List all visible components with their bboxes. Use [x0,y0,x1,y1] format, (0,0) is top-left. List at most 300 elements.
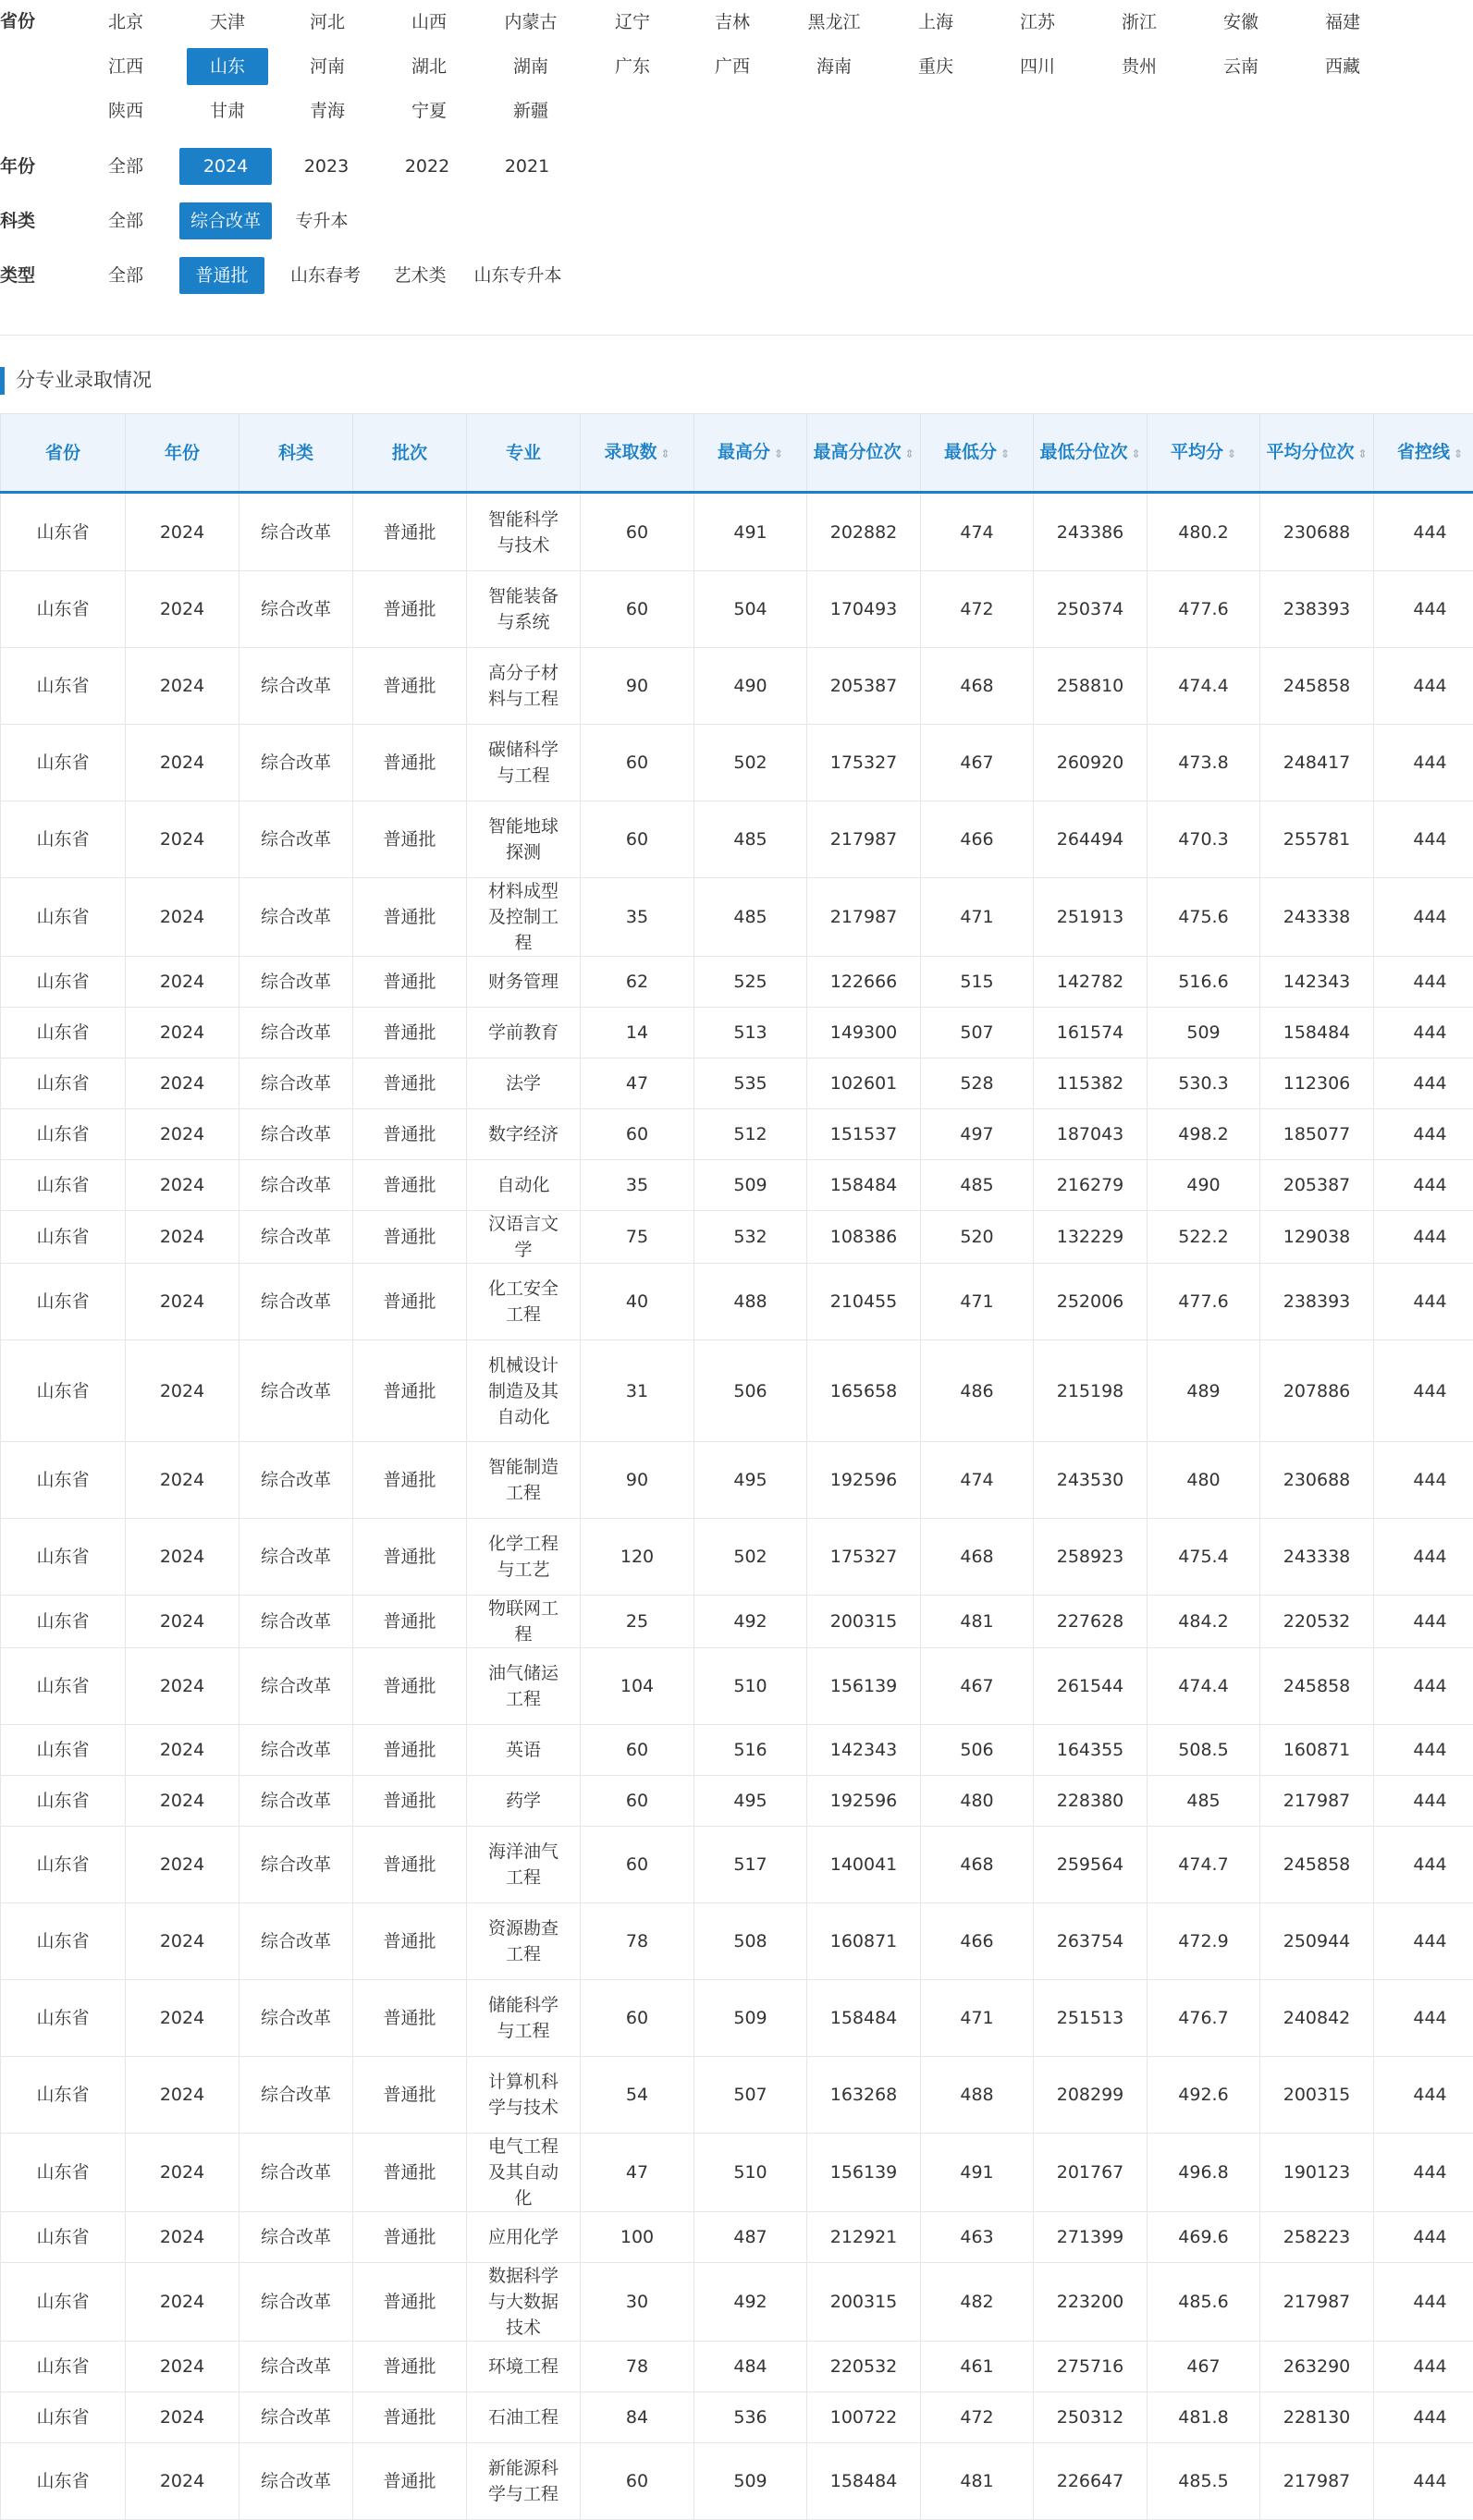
province-option[interactable]: 河北 [309,12,345,32]
year-option[interactable]: 2023 [303,156,350,177]
table-cell: 60 [581,1776,694,1827]
table-cell: 228130 [1260,2392,1374,2443]
province-option[interactable]: 海南 [816,56,852,77]
province-option[interactable]: 青海 [309,101,345,121]
table-row [1,878,1473,957]
table-cell: 储能科学与工程 [467,1980,581,2057]
table-cell: 468 [921,1827,1034,1903]
province-option[interactable]: 四川 [1019,56,1055,77]
table-row [1,1008,1473,1058]
table-cell: 山东省 [1,801,126,878]
table-cell: 47 [581,2134,694,2212]
table-cell: 240842 [1260,1980,1374,2057]
table-cell: 129038 [1260,1211,1374,1264]
table-cell: 普通批 [353,1160,467,1211]
table-cell: 466 [921,801,1034,878]
table-cell: 516.6 [1148,957,1260,1008]
table-row [1,1725,1473,1776]
table-cell: 90 [581,1442,694,1519]
table-cell: 485 [921,1160,1034,1211]
table-cell: 502 [694,1519,807,1596]
table-cell: 化工安全工程 [467,1264,581,1340]
table-cell: 2024 [126,1160,239,1211]
table-cell: 2024 [126,571,239,648]
table-cell: 普通批 [353,1008,467,1058]
table-cell: 444 [1374,1980,1473,2057]
table-cell: 444 [1374,1264,1473,1340]
table-row [1,957,1473,1008]
table-cell: 510 [694,1648,807,1725]
table-cell: 474.4 [1148,648,1260,725]
table-cell: 2024 [126,1008,239,1058]
column-header [239,414,353,493]
table-cell: 山东省 [1,1264,126,1340]
column-header[interactable] [1148,414,1260,493]
province-option[interactable]: 浙江 [1121,12,1157,32]
table-cell: 2024 [126,1442,239,1519]
table-cell: 普通批 [353,878,467,957]
table-cell: 电气工程及其自动化 [467,2134,581,2212]
table-cell: 综合改革 [239,1827,353,1903]
table-cell: 185077 [1260,1109,1374,1160]
table-cell: 187043 [1034,1109,1148,1160]
table-cell: 485.6 [1148,2263,1260,2342]
table-cell: 444 [1374,1160,1473,1211]
column-header [467,414,581,493]
table-cell: 491 [694,493,807,571]
table-cell: 2024 [126,1109,239,1160]
table-cell: 507 [921,1008,1034,1058]
table-cell: 120 [581,1519,694,1596]
table-cell: 477.6 [1148,571,1260,648]
table-cell: 485 [694,801,807,878]
province-option[interactable]: 江西 [107,56,143,77]
table-cell: 山东省 [1,1058,126,1109]
table-cell: 473.8 [1148,725,1260,801]
table-cell: 普通批 [353,2342,467,2392]
column-header-label: 专业 [505,442,541,463]
table-cell: 513 [694,1008,807,1058]
column-header[interactable] [807,414,921,493]
type-option[interactable]: 山东专升本 [473,265,562,286]
table-cell: 258810 [1034,648,1148,725]
table-cell: 536 [694,2392,807,2443]
table-cell: 2024 [126,1211,239,1264]
table-row [1,1648,1473,1725]
table-cell: 444 [1374,1776,1473,1827]
table-cell: 444 [1374,1725,1473,1776]
table-cell: 510 [694,2134,807,2212]
province-option[interactable]: 陕西 [107,101,143,121]
table-cell: 计算机科学与技术 [467,2057,581,2134]
sort-arrows-icon[interactable]: ⇕ [904,447,914,460]
table-cell: 90 [581,648,694,725]
table-cell: 243338 [1260,1519,1374,1596]
province-option[interactable]: 辽宁 [614,12,650,32]
table-cell: 普通批 [353,1442,467,1519]
filter-panel [0,0,1473,335]
table-cell: 158484 [1260,1008,1374,1058]
table-cell: 492.6 [1148,2057,1260,2134]
column-header [126,414,239,493]
table-cell: 212921 [807,2212,921,2263]
table-cell: 普通批 [353,2392,467,2443]
table-cell: 综合改革 [239,1903,353,1980]
table-cell: 综合改革 [239,2134,353,2212]
table-cell: 自动化 [467,1160,581,1211]
province-option[interactable]: 甘肃 [209,101,245,121]
table-cell: 444 [1374,1648,1473,1725]
table-cell: 122666 [807,957,921,1008]
table-cell: 522.2 [1148,1211,1260,1264]
table-row [1,1903,1473,1980]
table-cell: 495 [694,1776,807,1827]
table-cell: 261544 [1034,1648,1148,1725]
table-cell: 综合改革 [239,1519,353,1596]
table-cell: 520 [921,1211,1034,1264]
table-cell: 484.2 [1148,1596,1260,1648]
table-row [1,725,1473,801]
table-cell: 高分子材料与工程 [467,648,581,725]
table-cell: 普通批 [353,1776,467,1827]
table-row [1,1109,1473,1160]
province-option[interactable]: 上海 [917,12,953,32]
year-option[interactable]: 2024 [179,148,272,185]
table-cell: 490 [694,648,807,725]
table-cell: 140041 [807,1827,921,1903]
table-cell: 227628 [1034,1596,1148,1648]
column-header[interactable] [581,414,694,493]
table-cell: 30 [581,2263,694,2342]
province-option[interactable]: 湖北 [411,56,447,77]
table-cell: 263754 [1034,1903,1148,1980]
table-cell: 75 [581,1211,694,1264]
table-cell: 山东省 [1,1596,126,1648]
table-cell: 综合改革 [239,801,353,878]
table-cell: 132229 [1034,1211,1148,1264]
sort-arrows-icon[interactable]: ⇕ [1226,447,1237,460]
table-cell: 481 [921,1596,1034,1648]
table-cell: 215198 [1034,1340,1148,1442]
table-cell: 509 [694,2443,807,2520]
table-cell: 444 [1374,2263,1473,2342]
table-cell: 山东省 [1,725,126,801]
admission-table [0,413,1473,2520]
table-cell: 综合改革 [239,1725,353,1776]
table-cell: 2024 [126,1596,239,1648]
table-cell: 60 [581,1980,694,2057]
table-cell: 217987 [807,801,921,878]
table-cell: 2024 [126,2342,239,2392]
subject-option[interactable]: 综合改革 [179,202,272,239]
table-cell: 228380 [1034,1776,1148,1827]
table-cell: 综合改革 [239,1109,353,1160]
table-cell: 472 [921,571,1034,648]
province-option[interactable]: 西藏 [1324,56,1360,77]
table-cell: 综合改革 [239,1980,353,2057]
table-cell: 2024 [126,878,239,957]
table-cell: 530.3 [1148,1058,1260,1109]
table-cell: 综合改革 [239,2263,353,2342]
table-cell: 山东省 [1,1725,126,1776]
table-cell: 170493 [807,571,921,648]
table-cell: 508 [694,1903,807,1980]
table-cell: 485 [694,878,807,957]
column-header-label: 录取数 [604,441,657,462]
year-filter-label: 年份 [0,156,36,177]
table-cell: 230688 [1260,493,1374,571]
table-cell: 汉语言文学 [467,1211,581,1264]
table-cell: 25 [581,1596,694,1648]
table-cell: 248417 [1260,725,1374,801]
table-cell: 药学 [467,1776,581,1827]
year-option[interactable]: 2021 [504,156,550,177]
table-cell: 智能科学与技术 [467,493,581,571]
table-cell: 444 [1374,1058,1473,1109]
table-cell: 智能制造工程 [467,1442,581,1519]
table-cell: 201767 [1034,2134,1148,2212]
type-option[interactable]: 艺术类 [393,265,447,286]
table-cell: 142343 [807,1725,921,1776]
table-cell: 444 [1374,1596,1473,1648]
table-cell: 综合改革 [239,571,353,648]
column-header-label: 省份 [44,442,80,463]
province-option[interactable]: 山东 [187,48,268,85]
table-cell: 综合改革 [239,2212,353,2263]
table-cell: 481.8 [1148,2392,1260,2443]
province-option[interactable]: 北京 [107,12,143,32]
province-option[interactable]: 湖南 [512,56,548,77]
table-cell: 532 [694,1211,807,1264]
table-cell: 509 [694,1160,807,1211]
table-cell: 472 [921,2392,1034,2443]
table-cell: 444 [1374,1903,1473,1980]
type-option[interactable]: 全部 [107,265,143,286]
table-cell: 78 [581,1903,694,1980]
table-cell: 海洋油气工程 [467,1827,581,1903]
table-cell: 444 [1374,957,1473,1008]
column-header[interactable] [1374,414,1473,493]
table-cell: 14 [581,1008,694,1058]
table-cell: 217987 [1260,2263,1374,2342]
table-cell: 205387 [807,648,921,725]
table-cell: 山东省 [1,2212,126,2263]
table-cell: 466 [921,1903,1034,1980]
table-cell: 474 [921,1442,1034,1519]
table-cell: 62 [581,957,694,1008]
table-cell: 444 [1374,2212,1473,2263]
table-cell: 492 [694,1596,807,1648]
province-option[interactable]: 广西 [714,56,750,77]
table-row [1,1827,1473,1903]
column-header[interactable] [1260,414,1374,493]
province-option[interactable]: 云南 [1222,56,1258,77]
table-cell: 60 [581,493,694,571]
table-cell: 190123 [1260,2134,1374,2212]
table-row [1,801,1473,878]
table-cell: 山东省 [1,1008,126,1058]
table-cell: 264494 [1034,801,1148,878]
table-cell: 40 [581,1264,694,1340]
province-option[interactable]: 江苏 [1019,12,1055,32]
table-cell: 综合改革 [239,2342,353,2392]
table-cell: 2024 [126,957,239,1008]
table-cell: 217987 [1260,2443,1374,2520]
table-cell: 258223 [1260,2212,1374,2263]
sort-arrows-icon[interactable]: ⇕ [1131,447,1141,460]
table-row [1,1058,1473,1109]
table-cell: 142782 [1034,957,1148,1008]
province-option[interactable]: 吉林 [714,12,750,32]
province-option[interactable]: 重庆 [917,56,953,77]
table-cell: 491 [921,2134,1034,2212]
province-option[interactable]: 安徽 [1222,12,1258,32]
table-cell: 新能源科学与工程 [467,2443,581,2520]
table-cell: 535 [694,1058,807,1109]
column-header-label: 最低分 [943,441,997,462]
table-row [1,2443,1473,2520]
province-option[interactable]: 新疆 [512,101,548,121]
table-cell: 山东省 [1,1776,126,1827]
province-option[interactable]: 内蒙古 [504,12,558,32]
province-option[interactable]: 黑龙江 [807,12,861,32]
table-cell: 142343 [1260,957,1374,1008]
table-cell: 444 [1374,493,1473,571]
table-cell: 245858 [1260,1648,1374,1725]
table-cell: 2024 [126,493,239,571]
table-cell: 综合改革 [239,1442,353,1519]
province-option[interactable]: 山西 [411,12,447,32]
table-cell: 271399 [1034,2212,1148,2263]
table-cell: 470.3 [1148,801,1260,878]
table-cell: 普通批 [353,1903,467,1980]
column-header-label: 平均分 [1170,441,1223,462]
table-cell: 山东省 [1,1827,126,1903]
table-cell: 165658 [807,1340,921,1442]
subject-option[interactable]: 全部 [107,211,143,231]
column-header[interactable] [694,414,807,493]
table-cell: 60 [581,1109,694,1160]
table-cell: 477.6 [1148,1264,1260,1340]
table-cell: 475.4 [1148,1519,1260,1596]
table-row [1,2057,1473,2134]
table-cell: 普通批 [353,1058,467,1109]
table-cell: 普通批 [353,1264,467,1340]
table-row [1,1340,1473,1442]
table-cell: 山东省 [1,1109,126,1160]
province-option[interactable]: 广东 [614,56,650,77]
column-header-label: 最高分位次 [813,441,902,462]
table-cell: 444 [1374,2392,1473,2443]
table-cell: 山东省 [1,1340,126,1442]
province-option[interactable]: 天津 [209,12,245,32]
table-cell: 普通批 [353,2057,467,2134]
table-row [1,1442,1473,1519]
column-header-label: 最高分 [717,441,770,462]
table-cell: 智能装备与系统 [467,571,581,648]
province-option[interactable]: 宁夏 [411,101,447,121]
province-option[interactable]: 贵州 [1121,56,1157,77]
table-cell: 47 [581,1058,694,1109]
sort-arrows-icon[interactable]: ⇕ [1453,447,1464,460]
sort-arrows-icon[interactable]: ⇕ [1000,447,1011,460]
table-cell: 普通批 [353,493,467,571]
table-cell: 507 [694,2057,807,2134]
table-cell: 山东省 [1,1903,126,1980]
table-cell: 205387 [1260,1160,1374,1211]
table-cell: 502 [694,725,807,801]
table-cell: 35 [581,878,694,957]
table-cell: 山东省 [1,2392,126,2443]
table-cell: 山东省 [1,1519,126,1596]
table-cell: 山东省 [1,1980,126,2057]
table-cell: 481 [921,2443,1034,2520]
table-cell: 161574 [1034,1008,1148,1058]
column-header [1,414,126,493]
table-cell: 488 [694,1264,807,1340]
table-cell: 100 [581,2212,694,2263]
table-cell: 普通批 [353,1725,467,1776]
table-cell: 60 [581,2443,694,2520]
table-cell: 164355 [1034,1725,1148,1776]
section-title [0,362,152,398]
sort-arrows-icon[interactable]: ⇕ [660,447,670,460]
province-option[interactable]: 福建 [1324,12,1360,32]
table-header [1,414,1473,493]
table-cell: 444 [1374,1008,1473,1058]
table-cell: 238393 [1260,571,1374,648]
table-cell: 207886 [1260,1340,1374,1442]
table-cell: 497 [921,1109,1034,1160]
table-cell: 综合改革 [239,1058,353,1109]
type-option[interactable]: 山东春考 [289,265,361,286]
table-cell: 山东省 [1,2443,126,2520]
table-cell: 243530 [1034,1442,1148,1519]
sort-arrows-icon[interactable]: ⇕ [1357,447,1368,460]
table-cell: 2024 [126,2392,239,2443]
table-cell: 444 [1374,2342,1473,2392]
type-option[interactable]: 普通批 [179,257,264,294]
table-cell: 492 [694,2263,807,2342]
table-cell: 444 [1374,878,1473,957]
table-cell: 综合改革 [239,725,353,801]
table-cell: 60 [581,801,694,878]
table-cell: 461 [921,2342,1034,2392]
table-cell: 山东省 [1,571,126,648]
year-option[interactable]: 2022 [404,156,450,177]
table-cell: 444 [1374,1827,1473,1903]
table-cell: 250944 [1260,1903,1374,1980]
column-header[interactable] [1034,414,1148,493]
year-option[interactable]: 全部 [107,156,143,177]
table-cell: 2024 [126,2134,239,2212]
table-row [1,1596,1473,1648]
table-cell: 102601 [807,1058,921,1109]
table-cell: 普通批 [353,2212,467,2263]
column-header[interactable] [921,414,1034,493]
table-cell: 应用化学 [467,2212,581,2263]
province-option[interactable]: 河南 [309,56,345,77]
table-cell: 255781 [1260,801,1374,878]
table-cell: 山东省 [1,2263,126,2342]
subject-option[interactable]: 专升本 [295,211,349,231]
table-cell: 普通批 [353,1519,467,1596]
table-cell: 217987 [1260,1776,1374,1827]
table-cell: 226647 [1034,2443,1148,2520]
sort-arrows-icon[interactable]: ⇕ [773,447,784,460]
table-row [1,1264,1473,1340]
table-cell: 2024 [126,1725,239,1776]
